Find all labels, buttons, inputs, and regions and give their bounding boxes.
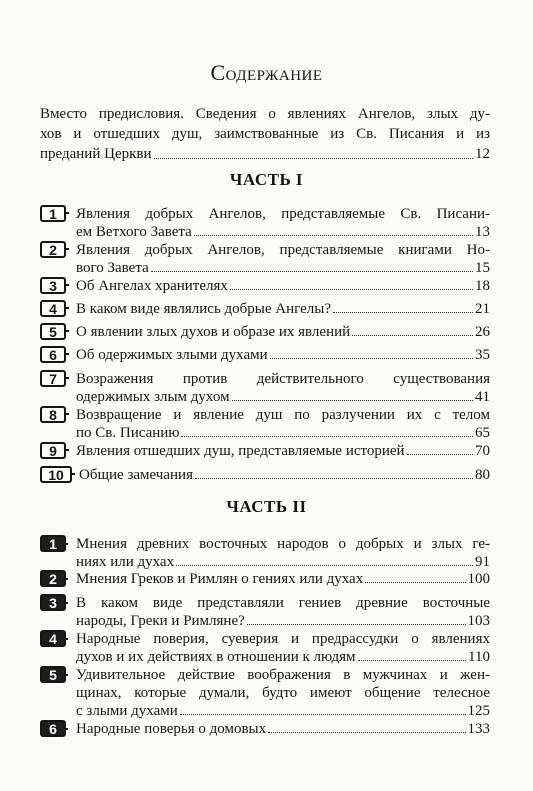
- page-number: 21: [475, 301, 490, 317]
- chapter-number-badge: 1: [40, 205, 66, 222]
- entry-body: [76, 720, 490, 738]
- toc-entry[interactable]: [40, 535, 490, 571]
- dot-leader: [358, 660, 467, 661]
- dot-leader: [230, 289, 473, 290]
- entry-last-line: [76, 570, 490, 588]
- chapter-number-badge: 5: [40, 666, 66, 683]
- entry-title: Явления отшедших душ, представляемые историей: [76, 443, 405, 459]
- intro-last-line: [40, 144, 490, 164]
- toc-entry[interactable]: [40, 666, 490, 720]
- toc-entry[interactable]: [40, 442, 490, 460]
- entry-last-line: [76, 424, 490, 442]
- entry-title: вого Завета: [76, 260, 149, 276]
- entry-line: Явления добрых Ангелов, представляемые книгами Но-: [76, 242, 490, 258]
- entry-title: В каком виде являлись добрые Ангелы?: [76, 301, 331, 317]
- entry-title: Народные поверья о домовых: [76, 721, 267, 737]
- entry-body: [76, 205, 490, 241]
- page-number: 13: [475, 224, 490, 240]
- entry-body: [76, 594, 490, 630]
- chapter-number-badge: 6: [40, 720, 66, 737]
- entry-title: духов и их действиях в отношении к людям: [76, 649, 356, 665]
- intro-line: Вместо предисловия. Сведения о явлениях Ангелов, злых ду-: [40, 106, 490, 122]
- entry-line: В каком виде представляли гениев древние восточные: [76, 595, 490, 611]
- toc-entry[interactable]: [40, 720, 490, 738]
- chapter-number-badge: 5: [40, 323, 66, 340]
- chapter-number-badge: 1: [40, 535, 66, 552]
- chapter-number-badge: 2: [40, 570, 66, 587]
- entry-title: О явлении злых духов и образе их явлений: [76, 324, 351, 340]
- chapter-number-badge: 3: [40, 594, 66, 611]
- page-number: 12: [475, 146, 490, 162]
- entry-title: ниях или духах: [76, 554, 175, 570]
- dot-leader: [333, 312, 473, 313]
- entry-last-line: [76, 648, 490, 666]
- entry-body: [76, 323, 490, 341]
- page-number: 133: [467, 721, 490, 737]
- entry-title: Мнения Греков и Римлян о гениях или духах: [76, 571, 364, 587]
- entry-title: по Св. Писанию: [76, 425, 180, 441]
- dot-leader: [180, 714, 466, 715]
- entry-last-line: [76, 346, 490, 364]
- dot-leader: [407, 454, 473, 455]
- dot-leader: [247, 624, 466, 625]
- entry-last-line: [76, 323, 490, 341]
- page-number: 70: [475, 443, 490, 459]
- dot-leader: [195, 478, 473, 479]
- entry-body: [76, 241, 490, 277]
- dot-leader: [181, 436, 473, 437]
- page-number: 110: [468, 649, 490, 665]
- chapter-number-badge: 10: [40, 466, 72, 483]
- entry-title: Об одержимых злыми духами: [76, 347, 268, 363]
- entry-line: щинах, которые думали, будто имеют общение телесное: [76, 685, 490, 701]
- page-number: 100: [467, 571, 490, 587]
- chapter-number-badge: 4: [40, 300, 66, 317]
- toc-entry[interactable]: [40, 466, 490, 484]
- entry-line: Народные поверия, суеверия и предрассудки о явлениях: [76, 631, 490, 647]
- toc-entry[interactable]: [40, 241, 490, 277]
- dot-leader: [194, 235, 473, 236]
- toc-entry[interactable]: [40, 205, 490, 241]
- dot-leader: [352, 335, 473, 336]
- entry-body: [76, 370, 490, 406]
- page-number: 15: [475, 260, 490, 276]
- part-1-title: ЧАСТЬ I: [229, 170, 304, 189]
- entry-line: Возвращение и явление душ по разлучении их с телом: [76, 407, 490, 423]
- entry-last-line: [76, 223, 490, 241]
- entry-body: [76, 570, 490, 588]
- toc-entry[interactable]: [40, 370, 490, 406]
- page-number: 26: [475, 324, 490, 340]
- dot-leader: [270, 358, 473, 359]
- entry-body: [76, 406, 490, 442]
- page-number: 65: [475, 425, 490, 441]
- page-number: 91: [475, 554, 490, 570]
- entry-body: [76, 277, 490, 295]
- entry-body: [76, 535, 490, 571]
- entry-title: ем Ветхого Завета: [76, 224, 192, 240]
- chapter-number-badge: 9: [40, 442, 66, 459]
- dot-leader: [176, 565, 473, 566]
- entry-title: народы, Греки и Римляне?: [76, 613, 245, 629]
- dot-leader: [268, 732, 465, 733]
- entry-title: Об Ангелах хранителях: [76, 278, 228, 294]
- entry-line: Явления добрых Ангелов, представляемые Св. Писани-: [76, 206, 490, 222]
- toc-entry[interactable]: [40, 323, 490, 341]
- entry-last-line: [76, 388, 490, 406]
- page-number: 125: [467, 703, 490, 719]
- entry-line: Удивительное действие воображения в мужчинах и жен-: [76, 667, 490, 683]
- page-number: 103: [467, 613, 490, 629]
- entry-last-line: [76, 612, 490, 630]
- entry-body: [76, 300, 490, 318]
- entry-line: Возражения против действительного существования: [76, 371, 490, 387]
- intro-line: хов и отшедших душ, заимствованные из Св. Писания и из: [40, 126, 490, 142]
- toc-entry[interactable]: [40, 570, 490, 588]
- dot-leader: [151, 271, 473, 272]
- chapter-number-badge: 8: [40, 406, 66, 423]
- dot-leader: [365, 582, 465, 583]
- entry-body: [76, 666, 490, 720]
- entry-title: Общие замечания: [79, 467, 193, 483]
- toc-entry[interactable]: [40, 300, 490, 318]
- dot-leader: [154, 158, 474, 159]
- page-number: 41: [475, 389, 490, 405]
- toc-entry[interactable]: [40, 630, 490, 666]
- chapter-number-badge: 6: [40, 346, 66, 363]
- entry-last-line: [76, 553, 490, 571]
- entry-body: [76, 346, 490, 364]
- entry-body: [79, 466, 490, 484]
- dot-leader: [232, 400, 473, 401]
- page-number: 80: [475, 467, 490, 483]
- entry-last-line: [76, 300, 490, 318]
- entry-body: [76, 442, 490, 460]
- chapter-number-badge: 2: [40, 241, 66, 258]
- toc-entry[interactable]: [40, 594, 490, 630]
- part-2-title: ЧАСТЬ II: [226, 497, 307, 516]
- chapter-number-badge: 3: [40, 277, 66, 294]
- entry-title: одержимых злым духом: [76, 389, 230, 405]
- entry-last-line: [76, 259, 490, 277]
- entry-last-line: [79, 466, 490, 484]
- entry-body: [76, 630, 490, 666]
- entry-last-line: [76, 277, 490, 295]
- entry-last-line: [76, 442, 490, 460]
- toc-entry[interactable]: [40, 406, 490, 442]
- intro-last-text: преданий Церкви: [40, 146, 152, 162]
- entry-title: с злыми духами: [76, 703, 178, 719]
- entry-line: Мнения древних восточных народов о добрых и злых ге-: [76, 536, 490, 552]
- chapter-number-badge: 4: [40, 630, 66, 647]
- page-number: 18: [475, 278, 490, 294]
- entry-last-line: [76, 702, 490, 720]
- page-title: Содержание: [210, 60, 323, 85]
- toc-entry[interactable]: [40, 277, 490, 295]
- toc-entry[interactable]: [40, 346, 490, 364]
- intro-entry: [40, 104, 490, 164]
- chapter-number-badge: 7: [40, 370, 66, 387]
- entry-last-line: [76, 720, 490, 738]
- page-number: 35: [475, 347, 490, 363]
